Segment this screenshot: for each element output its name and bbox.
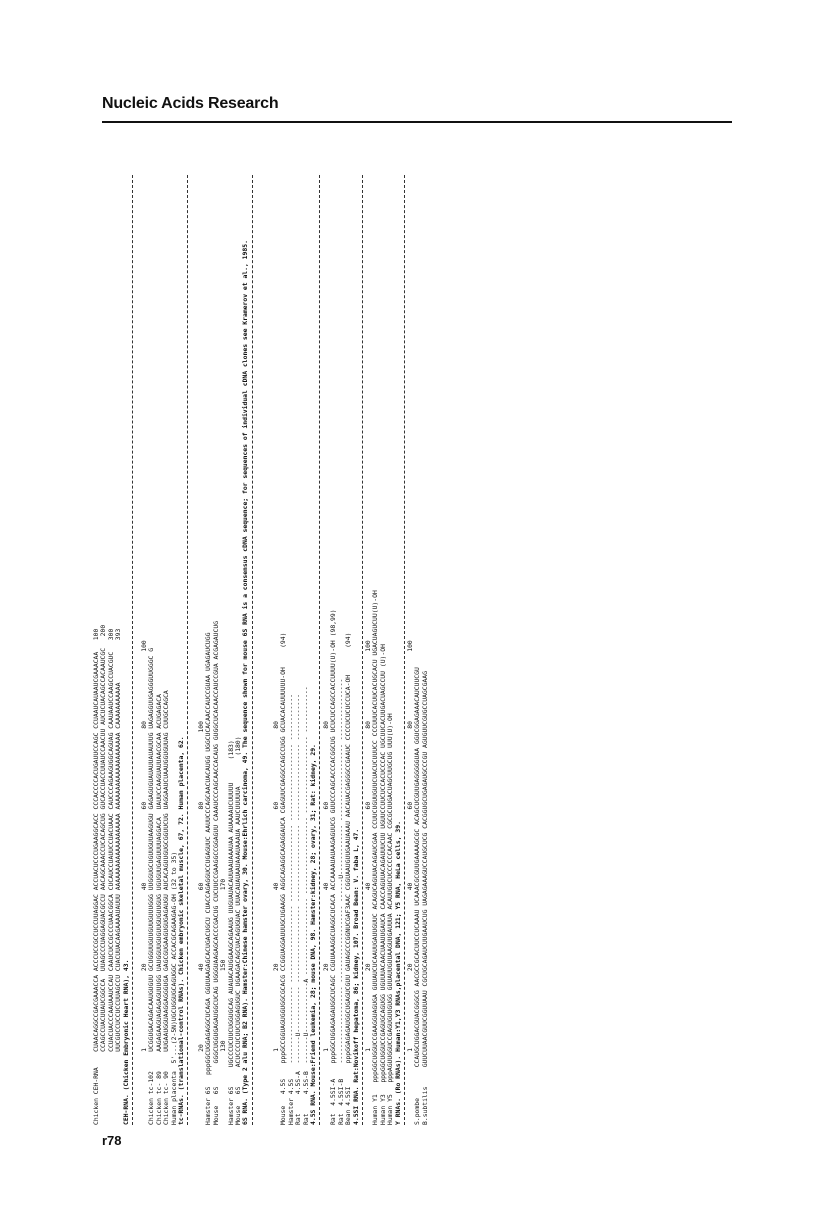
- dashed-divider: [187, 175, 188, 1125]
- block-y-rnas: [365, 175, 407, 1125]
- page-number: r78: [102, 1133, 122, 1148]
- sequence-line: CCUACUACCCAAUAAUCCAU CAAUCUCCGCCCUAACGGCA CUCAUCCUAUUCCUACUAAC CAUCCCAGAAGUGGCAGUAG CAAUAAUCCAAGCCUACGUC 300: [106, 628, 115, 1125]
- sequence-line: Rat 4.5S-B -------U-------------A -------------------- -------------------- -------------------- ------------: [301, 686, 310, 1125]
- block-ceh-rna: [93, 175, 135, 1125]
- position-ruler: 1 20 40 60 80 100: [406, 640, 414, 1125]
- sequence-line: B.subtilis GUUCUUAACGUUCGGUUAAU CGCUGCAGAUCUUGAAUCUG UAGAGAAAGUCCAUGCUCG CACGGUGCUGAGAUGCCCGU AGUGUUCGUGCCUAGCGAAG: [420, 670, 429, 1125]
- sequence-line: Chicken CEH-RNA CUAACAGGCCGACGAAACCA ACCCUCCGCCUCCUUAGGAC ACCUACUCCCUGAAGGCACC CCCACCCCACUGAUUCCAGC CCUAAUCAUAAUCGAAACAA 100: [92, 628, 100, 1125]
- sequence-line: S.pombe CCAUGCUGGACGUACGGGCG AACGCCGCACUUCCUCAAAU UCAAACGCGUUGAAAAGCGC ACAGCUCGUUGAGGGGGUAA GGUCGGAGAAACAUCUUCGU: [413, 667, 422, 1125]
- block-caption: 4.5S RNA. Mouse:Friend leukemia, 28; mouse DNA, 98. Hamster:kidney, 28; ovary, 31; Rat: kidney, 29.: [308, 744, 317, 1125]
- position-ruler: 130 150 170: [219, 878, 228, 1125]
- block-6s-rna: [198, 175, 255, 1125]
- sequence-line: Hamster 6S UGCCCUCUUCUGGUGCAG AUAUACAUGGAAGCAGAAUG UUGUAUACAUUAAUAAAUAA AUAAAAUCUUUUU (183): [226, 740, 235, 1125]
- sequence-line: Mouse 4.5S pppGCCGGUAGUGGUGGCGCACG CCGGUAGGAUUUGCUGAAGG AGGCAGAGGCAGAGGAUCA CGAGUUCGAGGCCAGCCUGG GCUACACAUUUUUU-OH (94): [279, 632, 288, 1125]
- sequence-line: Rat 4.5S-A -------U------------ -------------------- -------------------- -------------------- ------------: [294, 694, 303, 1125]
- sequence-line: UUCGUCCUCCUCCUUAGCCU CUACUUACAAGAAAAUAUUU AAAAAAAAAAAAAAAAAAAA AAAAAAAAAAAAAAAAAAAA CAAAAAAAAAAA 393: [114, 628, 123, 1125]
- sequence-line: Human placenta 5'...(2-5N)UGCUGGUGCAGUGGC ACCACGCAGAAGAG-OH (32 to 35): [169, 851, 178, 1125]
- sequence-line: Hamster 6S pppGGCUGGAGAGGCUCAGA GGUUAAGAGCACUGACUGCU CUACCAGAGGUCCUGAGUUC AAUUCCCAGCAACUACAUGG UGGCUCACAACCAUCCGUAA UGAGAUCUGG: [204, 632, 213, 1125]
- sequence-line: Rat 4.5SI-A pppGGCUGGAGAGAUGGCUCAGC CGUUAAAGGCUAGGCUCACA ACCAAAAUAUAAGAGUUCG GUUCCCAGCACCCACGGCUG UCUCUCCAGCCACCUUUU(U)-OH (98,99): [329, 609, 338, 1125]
- position-ruler: 1 20 40 60 80 100: [140, 640, 148, 1125]
- header-rule: [102, 121, 732, 123]
- sequence-line: Human Y3 pppGGCUGGUCCGAGUGCAGUGG UGUUUACAACUAAUUGAUCA CAACCAGUUACAGAUUUCUU UGUUCCUUCUCCACUCCCAC UGCUUCACUUGACUAGCCUU (U)-OH: [378, 644, 387, 1125]
- sequence-line: Bean 4.5SI pppGGAGAGAUGGCUGAGUCGUU GAUAGCCCGGNUCGAF3AAC CGGUAAUGUUGAAUAAAU AACAUACGAGGGCCGAAUC CCCCUCUCUCCUCA-OH (94): [344, 632, 353, 1125]
- sequence-line: Chicken tc-102 UCGGUGACAGACAAUGUGUU GCUGGUUGUUGUUGUUUGGG UUGGUGCUGUUGUUAAGUGU GAGAGUGUAUAUUAUAUUUG UAGAGGUUGAGGGUUGGGC G: [147, 647, 156, 1125]
- sequence-line: Rat 4.5SI-B -------------------- -------------------- ------U------------- -------------------- ----------------: [336, 678, 345, 1125]
- block-4-5s-rna: [273, 175, 322, 1125]
- block-caption: 4.5SI RNA. Rat:Novikoff hepatoma, 86; kidney, 107. Broad Bean: V. faba L, 47.: [351, 828, 360, 1125]
- sequence-line: Human Y1 pppGGCUGGUCCGAAGGUAGUGA GUUAUCUCAAUUGAUUGUUC ACAGUCAGUUACAGAUCGAA CCUUCUGUUGUUCUACUCUUUCC CCCUUUCACUUCACUGCACU UGACUAGUCUU(U)-OH: [371, 590, 380, 1125]
- block-caption: 6S RNA. (Type 2 alu RNA; B2 RNA). Hamster:Chinese hamster ovary, 30. Mouse:Ehrlich carcinoma, 49. The sequence shown for mouse 6S RNA is a consensus cDNA sequence; for sequences of individual cDNA clones see Kramerov et al., 1985.: [241, 240, 250, 1125]
- sequence-table: [85, 175, 745, 1125]
- sequence-line: Hamster 4.5S -------------------- -------------------- -------------------- -------------------- ------------: [286, 694, 295, 1125]
- journal-title: Nucleic Acids Research: [102, 95, 279, 112]
- sequence-line: Chicken tc- 90 UUGAAUGGUAAGGAGGGUGA GAGCGUGAAGUGUGAGAUGU AUCACAGUUGUGCGGUUCUG UAGGAAUCUAAUGGUGUUAG CUUGCCAGCA: [162, 690, 171, 1125]
- rotated-table-wrapper: [85, 175, 745, 1125]
- block-caption: Y RNAs. (Ro RNAs). Human:Y1,Y3 RNAs,placental DNA, 121; Y5 RNA, HeLa cells, 39.: [393, 821, 402, 1125]
- sequence-line: CCAGCCUACUUAUCGGCCA UUAGCCCUAGGAGUACGCCU AACAGCAAACCUCACAGCUG GUCACCUACCUUAUCCAACUU AUCUCUACAGCCACAAUCGC 200: [99, 624, 108, 1125]
- block-caption: tc-RNAs. (translational-control RNAs). Chicken embryonic skeletal muscle, 67, 72. Human placenta, 62.: [176, 736, 185, 1125]
- position-ruler: 1 20 40 60 80: [322, 721, 330, 1125]
- dashed-divider: [319, 175, 320, 1125]
- sequence-line: Mouse 6S ACUCCCUCUUCUGGAGUGUC UGAAGACAGCUACAGUGUAC UUACAUAUAAUAAAUAAAUA AAUCUUUUUA (180): [233, 736, 242, 1125]
- block-4-5si-rna: [323, 175, 365, 1125]
- sequence-line: Human Y5 pppAGUUGGUCCGAGUGUUGUGG GUUAUUGUUAAGUUGAUUUA ACAUUGUCUCCCCCCACAAC CGCGCUUGACUAGCUUGCUG UUU(U)-OH: [386, 713, 395, 1125]
- dashed-divider: [132, 175, 133, 1125]
- dashed-divider: [252, 175, 253, 1125]
- position-ruler: 1 20 40 60 80: [272, 721, 280, 1125]
- block-caption: CEH-RNA. (Chicken Embryonic Heart RNA), 43.: [121, 959, 130, 1125]
- sequence-line: Mouse 6S GGGCUGGUGAGAUGGCUCAG UGGGUAAGAGCACCCGACUG CUCUUCCGAAGGCCGGAGUU CAAAUCCCAGCAACCACAUG GUGGCUCACAACCAUCCGUA ACGAGAUCUG: [211, 620, 220, 1125]
- block-tc-rnas: [141, 175, 190, 1125]
- block-bacterial: [407, 175, 429, 1125]
- dashed-divider: [362, 175, 363, 1125]
- dashed-divider: [404, 175, 405, 1125]
- position-ruler: 20 40 60 80 100: [197, 721, 205, 1125]
- sequence-line: Chicken tc- 89 AAGAGAAGUAGAGAGUUUGG UAUGGUUGUGUUGUGUUGUG UGUGUUGAGUUUUAGGACA UAUUCCAAGUAUUAACGCAA ACUGAGACA: [154, 694, 163, 1125]
- position-ruler: 1 20 40 60 80 100: [364, 640, 372, 1125]
